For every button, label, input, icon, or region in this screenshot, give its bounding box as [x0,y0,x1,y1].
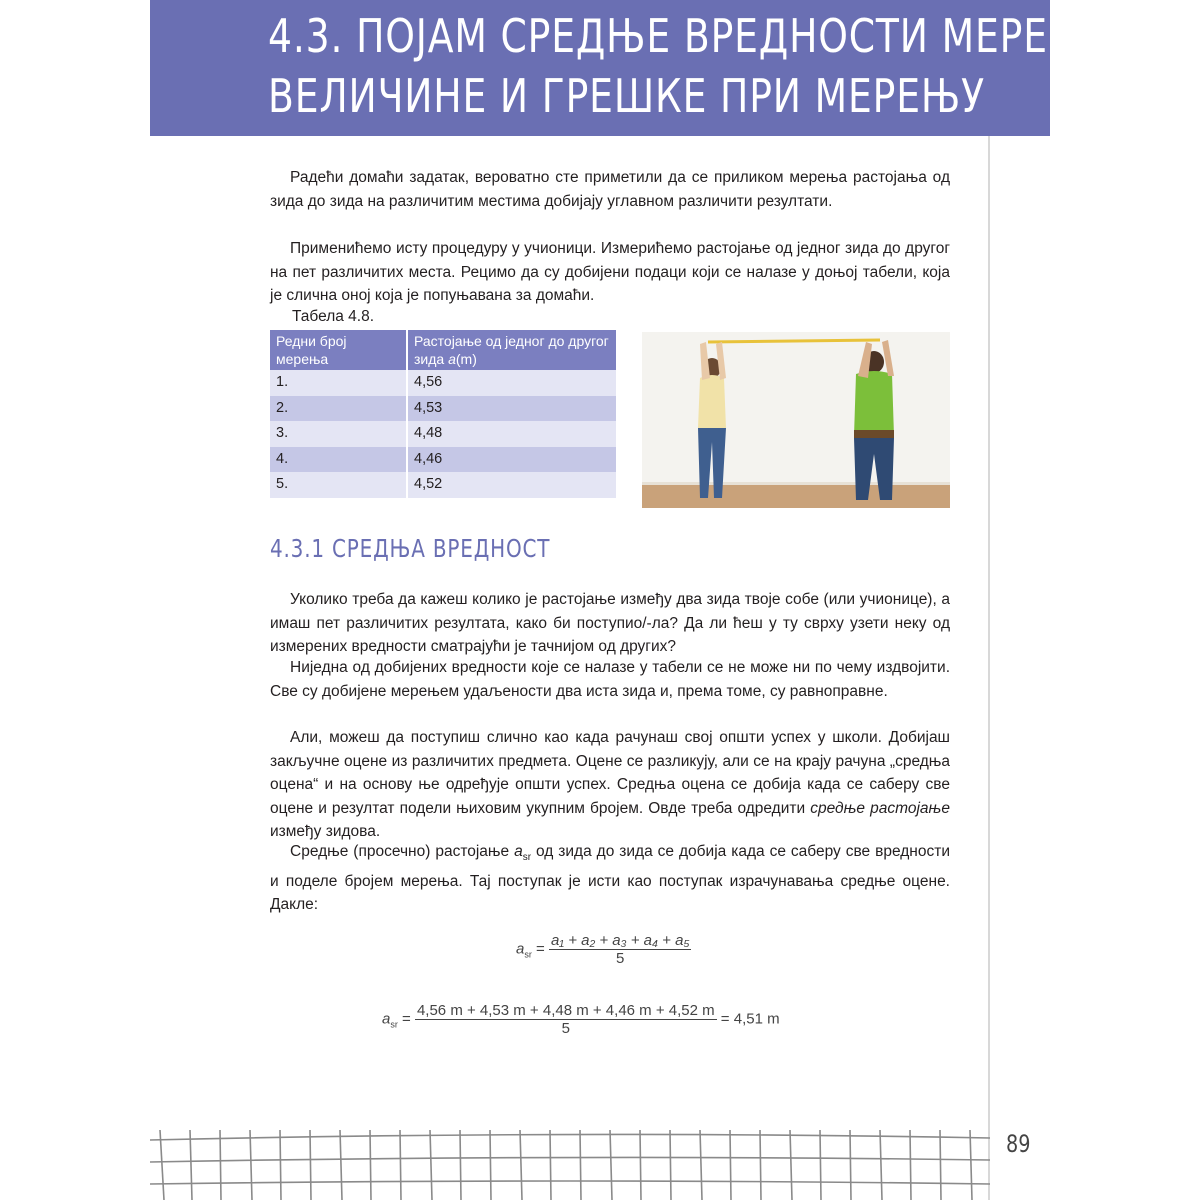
section-paragraph-2: Ниједна од добијених вредности које се налазе у табели се не може ни по чему издвојити. Све су добијене мерењем удаљености два иста зида и, према томе, су равноправне. [270,659,950,700]
intro-paragraph-2: Применићемо исту процедуру у учионици. Измерићемо растојање од једног зида до другог на пет различитих места. Рецимо да су добијени подаци који се налазе у доњој табели, која је слична оној која је попуњавана за домаћи. [270,240,950,304]
section-paragraph-1: Уколико треба да кажеш колико је растојање између два зида твоје собе (или учионице), а имаш пет различитих резултата, како би поступио/-ла? Да ли ћеш у ту сврху узети неку од измерених вредности сматрајући је тачнијом од других? [270,591,950,655]
row-number: 5. [270,472,407,498]
table-row [270,447,616,473]
table-row [270,396,616,422]
column-header-unit: (m) [455,351,477,367]
row-value: 4,56 [407,370,616,396]
section-paragraph-3-text: Али, можеш да поступиш слично као када рачунаш свој општи успех у школи. Добијаш закључне оцене из различитих предмета. Оцене се разликују, али се на крају рачуна „средња оцена“ и на основу ње одређује општи успех. Средња оцена се добија када се саберу све оцене и резултат подели њиховим укупним бројем. Овде треба одредити [270,729,950,817]
formula-denominator: 5 [561,1020,570,1037]
section-paragraph-4-end: од зида до зида се добија када се саберу све вредности и поделе бројем мерења. Тај поступак је исти као поступак израчунавања средње оцене. Дакле: [270,843,950,914]
formula-numerator: a₁ + a₂ + a₃ + a₄ + a₅ [550,932,690,949]
measurement-table [270,330,616,498]
row-number: 3. [270,421,407,447]
row-value: 4,48 [407,421,616,447]
table-row [270,370,616,396]
section-paragraph-4 [270,840,950,917]
chapter-title-line-1: 4.3. ПОЈАМ СРЕДЊЕ ВРЕДНОСТИ МЕРЕНЕ [268,9,1102,63]
formula-denominator: 5 [616,950,625,967]
formula-result: = 4,51 m [720,1010,780,1028]
italic-term: средње растојање [810,799,950,817]
table-header-row [270,330,616,370]
page-margin-line [988,136,990,1200]
formula-lhs-sub: sr [390,1019,398,1030]
row-value: 4,53 [407,396,616,422]
chapter-title-line-2: ВЕЛИЧИНЕ И ГРЕШКЕ ПРИ МЕРЕЊУ [268,69,985,123]
section-paragraph-3-end: између зидова. [270,823,381,840]
formula-fraction [415,1002,717,1037]
column-header-distance [407,330,616,370]
variable-subscript: sr [522,852,532,864]
variable-a: a [514,843,523,860]
row-number: 4. [270,447,407,473]
row-value: 4,52 [407,472,616,498]
photo-illustration [642,332,950,508]
measuring-photo [642,332,950,508]
column-header-number: Редни број мерења [270,330,407,370]
column-header-distance-text: Растојање од једног до другог зида [414,333,609,367]
section-paragraph-3 [270,726,950,844]
equals-sign: = [402,1010,411,1028]
formula-fraction [549,932,692,967]
row-number: 2. [270,396,407,422]
formula-average [516,932,691,967]
chapter-title [268,6,1102,126]
formula-lhs: a [516,940,525,958]
formula-numerator: 4,56 m + 4,53 m + 4,48 m + 4,46 m + 4,52 m [416,1002,715,1019]
formula-calculation [382,1002,780,1037]
page-number: 89 [1006,1130,1031,1158]
row-number: 1. [270,370,407,396]
section-paragraph-4-text: Средње (просечно) растојање [290,843,515,860]
table-row [270,472,616,498]
column-header-variable: a [448,351,456,367]
row-value: 4,46 [407,447,616,473]
graph-paper-decoration [150,1128,990,1200]
formula-lhs-sub: sr [524,949,532,960]
section-heading: 4.3.1 СРЕДЊА ВРЕДНОСТ [270,534,551,563]
chapter-header-band [150,0,1102,136]
equals-sign: = [536,940,545,958]
intro-paragraph-1: Радећи домаћи задатак, вероватно сте приметили да се приликом мерења растојања од зида до зида на различитим местима добијају углавном различити резултати. [270,169,950,210]
table-row [270,421,616,447]
formula-lhs: a [382,1010,391,1028]
table-caption: Табела 4.8. [292,308,375,325]
